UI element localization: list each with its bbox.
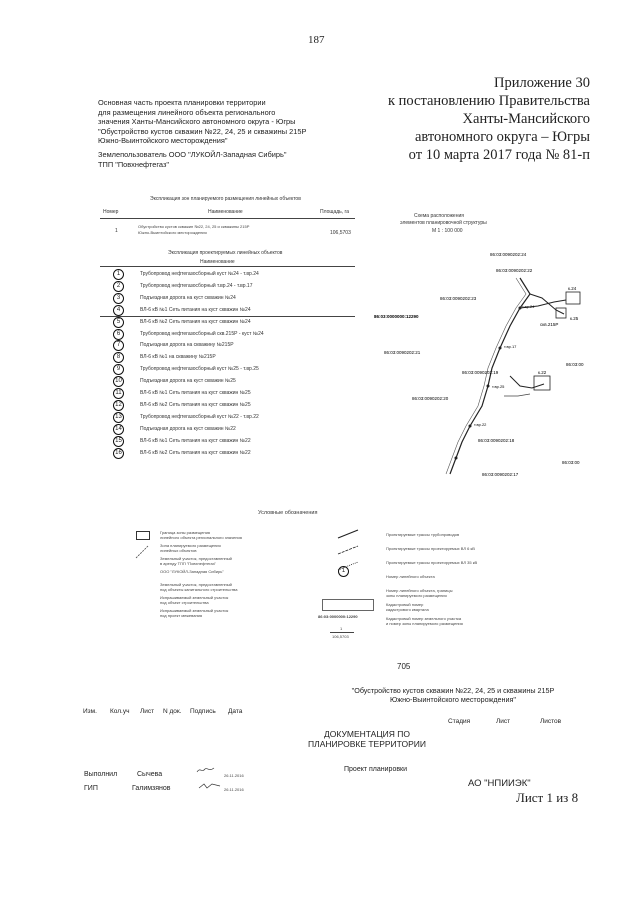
stamp-column-header: Кол.уч [110,708,130,715]
header-left-line: Основная часть проекта планировки территории [98,98,266,107]
legend-right-item [386,546,475,551]
table-col-area: Площадь, га [320,209,350,215]
item-number-circle: 2 [113,281,124,292]
junction-dot [455,457,458,460]
header-left [98,98,306,169]
legend-left-item [160,595,228,605]
legend-right-item-line: Кадастровый номер [386,602,424,607]
stamp-name-1: Сычева [137,771,163,778]
sub-table-divider [100,266,355,267]
header-left-line: Землепользователь ООО "ЛУКОЙЛ-Западная Сибирь" [98,149,287,159]
item-name: ВЛ-6 кВ №1 на скважину №215Р [140,354,216,361]
junction-dot [487,385,490,388]
legend-number-circle: 1 [338,566,349,577]
item-number-circle: 12 [113,400,124,411]
table-divider [100,218,355,219]
stamp-date-1: 26.11.2016 [224,773,244,778]
item-number-circle: 7 [113,340,124,351]
legend-left-item-line: линейного объекта регионального значения [160,535,242,540]
appendix-line-4: автономного округа – Югры [414,129,590,145]
main-route-line [450,278,530,474]
item-number-circle: 15 [113,436,124,447]
stamp-column-header: Подпись [190,708,216,715]
stamp-sheets-label: Листов [540,718,562,725]
stamp-name-2: Галимзянов [132,785,171,792]
item-number-circle: 1 [113,269,124,280]
branch-k22 [510,376,544,388]
legend-right-item [386,560,477,565]
stamp-role-1: Выполнил [84,771,118,778]
stamp-doc-line: ДОКУМЕНТАЦИЯ ПО [324,729,410,739]
legend-left-item-line: Граница зоны размещения [160,530,210,535]
junction-dot [469,425,472,428]
item-name: ВЛ-6 кВ №2 Сеть питания на куст скважин №22 [140,449,251,456]
item-name: ВЛ-6 кВ №2 Сеть питания на куст скважин №24 [140,318,251,325]
legend-right-item-line: Номер линейного объекта, границы [386,588,453,593]
legend-cadastral-sample: 86:03:0000000:12290 [318,614,358,619]
item-number-circle: 6 [113,329,124,340]
map-label: т.вр.25 [492,384,505,389]
item-name: Трубопровод нефтегазосборный куст №24 - т.вр.24 [140,271,259,277]
page-number: 187 [308,34,325,46]
sub-table-col-name: Наименование [200,259,235,265]
pad-k22 [534,376,550,390]
legend-left-item-line: Зона планируемого размещения [160,543,221,548]
stamp-doc-line: ПЛАНИРОВКЕ ТЕРРИТОРИИ [308,739,426,749]
legend-right-item-line: Проектируемые трассы проектируемых ВЛ 35 кВ [386,560,478,565]
legend-left-item-line: в аренду ТПП "Повхнефтегаз" [160,561,216,566]
stamp-project [323,686,583,704]
legend-left-item-line: Земельный участок, предоставленный [160,556,232,561]
item-name: ВЛ-6 кВ №2 Сеть питания на куст скважин №25 [140,401,251,408]
signature-2 [198,782,222,790]
item-number-circle: 11 [113,388,124,399]
legend-right-item [386,602,429,612]
map-label: к.25 [570,316,579,321]
legend-right-item-line: Кадастровый номер земельного участка [386,616,462,621]
main-route-parallel [446,278,526,474]
item-name: Подъездная дорога на куст скважин №22 [140,425,236,432]
legend-right-item-line: Проектируемые трассы проектируемых ВЛ 6 кВ [386,546,475,551]
scheme-title-2: элементов планировочной структуры [400,220,487,226]
item-number-circle: 8 [113,352,124,363]
main-row-name-1: Обустройство кустов скважин №22, 24, 25 и скважины 215Р [138,224,250,229]
stamp-doc-title [297,729,437,749]
scheme-map [370,236,600,496]
legend-left-item-line: под проект межевания [160,613,203,618]
item-name: Трубопровод нефтегазосборный т.вр.24 - т.вр.17 [140,282,253,289]
legend-left-item-line: линейных объектов [160,548,197,553]
stamp-column-header: N док. [163,708,182,715]
pad-k24 [566,292,580,304]
legend-right-item [386,588,452,598]
item-name: ВЛ-6 кВ №1 Сеть питания на куст скважин №25 [140,390,251,396]
stamp-column-header: Изм. [83,708,97,715]
item-name: ВЛ-6 кВ №1 Сеть питания на куст скважин №22 [140,437,251,444]
map-label: к.24 [568,286,577,291]
map-label: 86:03:0090202:23 [440,296,477,301]
map-label: т.вр.22 [474,422,487,427]
header-left-line: "Обустройство кустов скважин №22, 24, 25 и скважины 215Р [98,126,307,136]
main-row-name-2: Южно-Выинтойского месторождения [138,230,207,235]
scheme-scale: М 1 : 100 000 [432,228,463,234]
legend-left-item-line: под объекты капитального строительства [160,587,238,592]
legend-right-item-line: и номер зоны планируемого размещения [386,621,463,626]
legend-right-item [386,616,463,626]
item-name: Подъездная дорога на скважину №215Р [140,342,234,349]
appendix-line-5: от 10 марта 2017 года № 81-п [408,147,590,163]
legend-fraction-top: 1 [340,626,343,631]
legend-box-sample [322,599,374,611]
item-name: ВЛ-6 кВ №1 Сеть питания на куст скважин №24 [140,306,251,313]
item-name: Трубопровод нефтегазосборный скв.215Р - куст №24 [140,330,264,337]
item-number-circle: 14 [113,424,124,435]
stamp-number: 705 [397,662,411,671]
legend-right-item [386,574,435,579]
legend-left-item-line: ООО "ЛУКОЙЛ-Западная Сибирь" [160,569,224,574]
legend-left-item-line: под объект строительства [160,600,209,605]
item-name: Подъездная дорога на куст скважин №24 [140,294,236,301]
item-name: Трубопровод нефтегазосборный куст №22 - т.вр.22 [140,413,259,420]
map-label: 86:03:00 [566,362,584,367]
map-label: скв.215Р [540,322,559,327]
map-label: 86:03:0090202:18 [478,438,515,443]
map-label: 86:03:0090202:17 [482,472,519,477]
legend-left-item [160,556,232,566]
table-title: Экспликация зон планируемого размещения линейных объектов [150,196,301,202]
legend-swatch-zone [134,544,150,560]
map-label: 86:03:0090202:20 [412,396,449,401]
item-number-circle: 10 [113,376,124,387]
item-number-circle: 16 [113,448,124,459]
map-label: 86:03:00 [562,460,580,465]
map-label: 86:03:0090202:19 [462,370,499,375]
stamp-role-2: ГИП [84,785,98,792]
table-col-name: Наименование [208,209,243,215]
sheet-of: Лист 1 из 8 [516,790,579,805]
junction-dot [499,347,502,350]
map-label: 86:03:0090202:24 [490,252,527,257]
legend-fraction-bottom: 106,5703 [332,634,349,639]
legend-left-item-line: Испрашиваемый земельный участок [160,595,229,600]
legend-left-item [160,543,221,553]
stamp-project-line: "Обустройство кустов скважин №22, 24, 25 и скважины 215Р [351,686,555,695]
legend-fraction-bar [330,632,354,633]
item-row-line [100,316,355,317]
sub-table-title: Экспликация проектируемых линейных объектов [168,250,283,256]
main-row-number: 1 [115,228,118,234]
stamp-project-line: Южно-Выинтойского месторождения" [390,695,516,704]
item-name: Подъездная дорога на куст скважин №25 [140,378,236,385]
legend-left-item [160,569,224,574]
item-number-circle: 9 [113,364,124,375]
appendix-line-1: Приложение 30 [494,75,590,91]
stamp-column-header: Лист [140,708,155,715]
header-left-line: ТПП "Повхнефтегаз" [98,159,169,169]
item-number-circle: 13 [113,412,124,423]
item-number-circle: 4 [113,305,124,316]
table-col-number: Номер [103,209,119,215]
legend-right-item-line: Номер линейного объекта [386,574,435,579]
legend-line-symbols [336,528,362,588]
map-label: 86:03:0000000:12290 [374,314,419,319]
scheme-title-1: Схема расположения [414,213,464,219]
map-label: 86:03:0090202:21 [384,350,421,355]
item-number-circle: 5 [113,317,124,328]
map-label: т.вр.17 [504,344,517,349]
header-left-line: значения Ханты-Мансийского автономного округа - Югры [98,117,296,127]
header-left-line: для размещения линейного объекта регионального [98,107,276,117]
appendix-line-2: к постановлению Правительства [388,93,590,109]
item-number-circle: 3 [113,293,124,304]
legend-left-item [160,608,228,618]
legend-right-item [386,532,459,537]
legend-left-item-line: Земельный участок, предоставленный [160,582,232,587]
stamp-sheet-label: Лист [496,718,511,725]
legend-left-item-line: Испрашиваемый земельный участок [160,608,229,613]
appendix-line-3: Ханты-Мансийского [462,111,590,127]
legend-left-item [160,530,242,540]
legend-left-item [160,582,237,592]
map-label: 86:03:0090202:22 [496,268,533,273]
legend-right-item-line: кадастрового квартала [386,607,429,612]
signature-1 [196,766,216,774]
stamp-stage-label: Стадия [448,718,471,725]
legend-title: Условные обозначения [258,510,318,516]
item-name: Трубопровод нефтегазосборный куст №25 - т.вр.25 [140,366,259,373]
stamp-column-header: Дата [228,708,243,715]
map-label: к.22 [538,370,547,375]
main-row-area: 106,5703 [330,230,351,236]
stamp-date-2: 26.11.2016 [224,787,244,792]
legend-right-item-line: Проектируемые трассы трубопроводов [386,532,460,537]
stamp-section: Проект планировки [344,766,408,773]
legend-right-item-line: зоны планируемого размещения [386,593,447,598]
map-label: т.вр.24 [522,304,535,309]
header-left-line: Южно-Выинтойского месторождения" [98,136,228,146]
stamp-org: АО "НПИИЭК" [468,778,531,789]
legend-swatch-boundary [136,531,150,540]
branch-k22-2 [504,394,530,396]
appendix-block [388,74,590,164]
